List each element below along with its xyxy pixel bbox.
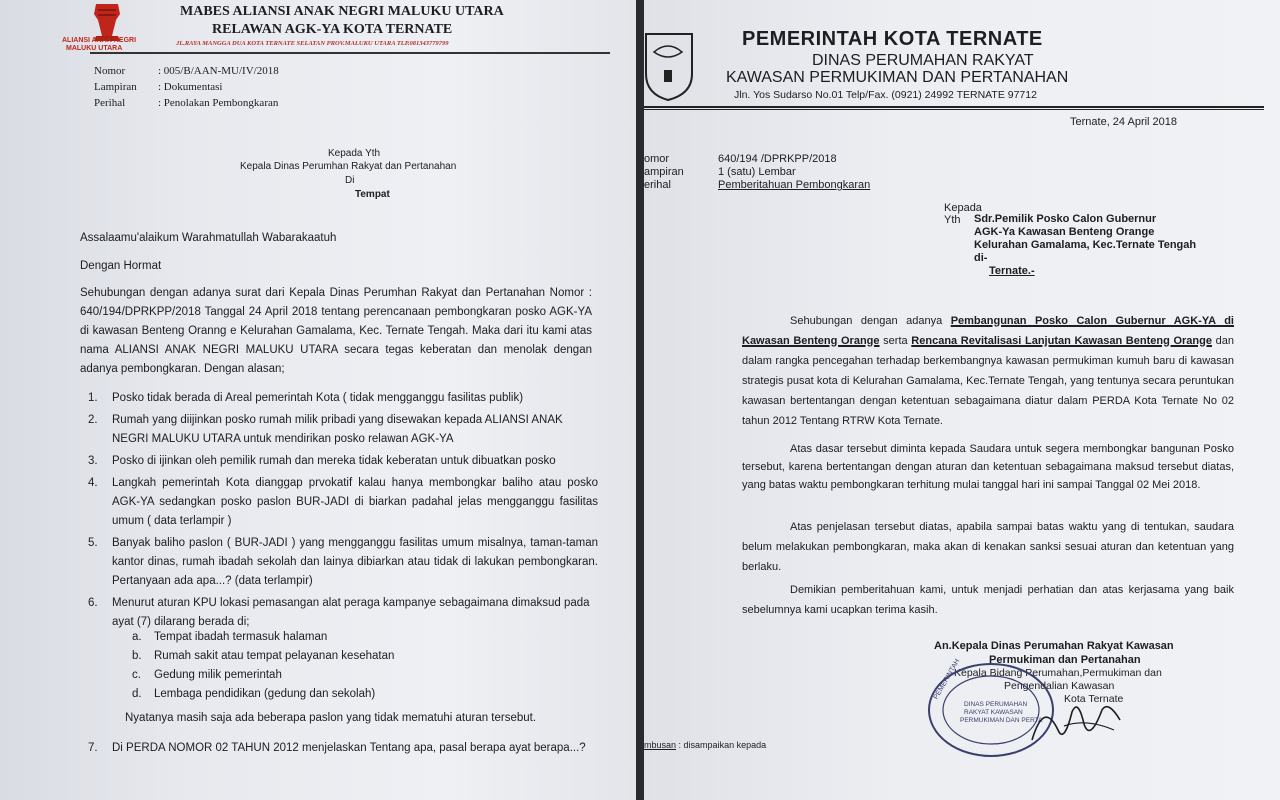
sub-list-item: b. Rumah sakit atau tempat pelayanan kesehatan [132,650,395,662]
recipient-di: Di [345,175,355,186]
dept-line1: DINAS PERUMAHAN RAKYAT [812,52,1034,69]
org-subname: RELAWAN AGK-YA KOTA TERNATE [212,22,453,37]
sub-list-item: a. Tempat ibadah termasuk halaman [132,631,328,643]
body-paragraph-1: Sehubungan dengan adanya Pembangunan Posko Calon Gubernur AGK-YA di Kawasan Benteng Orange serta Rencana Revitalisasi Lanjutan Kawasan Benteng Orange dan dalam rangka pencegahan terhadap berkembangnya kawasan permukiman kumuh baru di kawasan strategis pusat kota di Kelurahan Gamalama, Kec.Ternate Tengah, yang tentunya secara peruntukan kawasan bertentangan dengan ketentuan sebagaimana diatur dalam PERDA Kota Ternate No 02 tahun 2012 Tentang RTRW Kota Ternate. [742,315,1234,427]
right-header-divider [644,106,1264,108]
header-divider [90,52,610,54]
list-item: 4. Langkah pemerintah Kota dianggap prvokatif kalau hanya membongkar baliho atau posko AGK-YA sedangkan posko paslon BUR-JADI di biarkan padahal jelas mengganggu fasilitas umum ( data terlampir ) [88,477,598,527]
to-yth: Yth [944,214,961,226]
right-meta-block [644,153,870,192]
list-item: 5. Banyak baliho paslon ( BUR-JADI ) yang mengganggu fasilitas umum misalnya, taman-taman kantor dinas, rumah ibadah sekolah dan lainya dibiarkan atau tidak di lakukan pembongkaran. Pertanyaan ada apa...? (data terlampir) [88,537,598,587]
list-item-7: 7. Di PERDA NOMOR 02 TAHUN 2012 menjelaskan Tentang apa, pasal berapa ayat berapa...? [88,742,586,754]
to-line3: Kelurahan Gamalama, Kec.Ternate Tengah [974,239,1197,251]
meta-row: Nomor : 005/B/AAN-MU/IV/2018 [94,65,279,77]
to-line5: Ternate.- [989,265,1035,277]
sign-line5: Kota Ternate [1064,693,1124,705]
meta-block [94,63,279,111]
sign-line2: Permukiman dan Pertanahan [989,654,1141,666]
meta-row: omor 640/194 /DPRKPP/2018 [644,153,837,165]
fist-logo-icon [82,0,132,42]
list-item: 1. Posko tidak berada di Areal pemerintah Kota ( tidak mengganggu fasilitas publik) [88,392,524,404]
logo-text-line1: ALIANSI ANAK NEGRI [62,37,137,44]
gov-title: PEMERINTAH KOTA TERNATE [742,28,1043,50]
meta-row: Lampiran : Dokumentasi [94,81,223,93]
right-header-divider2 [644,109,1264,110]
intro-paragraph: Sehubungan dengan adanya surat dari Kepala Dinas Perumhan Rakyat dan Pertanahan Nomor : 640/194/DPRKPP/2018 Tanggal 24 April 2018 tentang perencanaan pembongkaran posko AGK-YA di kawasan Benteng Oranng e Kelurahan Gamalama, Kec. Ternate Tengah. Maka dari itu kami atas nama ALIANSI ANAK NEGRI MALUKU UTARA secara tegas keberatan dan menolak dengan adanya pembongkaran. Dengan alasan; [80,287,592,375]
sub-list-item: d. Lembaga pendidikan (gedung dan sekolah) [132,688,376,700]
left-letter-page [0,0,636,800]
stamp-ring-text: PEMERINTAH [932,658,962,701]
body-paragraph-2: Atas dasar tersebut diminta kepada Saudara untuk segera membongkar bangunan Posko tersebut, karena bertentangan dengan aturan dan ketentuan sebagaimana maksud tersebut diatas, yang batas waktu pembongkaran terhitung mulai tanggal hari ini sampai Tanggal 02 Mei 2018. [742,443,1234,491]
dept-line2: KAWASAN PERMUKIMAN DAN PERTANAHAN [726,69,1069,86]
recipient-kepada: Kepada Yth [328,148,381,159]
sign-line4: Pengendalian Kawasan [1004,680,1115,692]
stamp-line3: PERMUKIMAN DAN PERTA [960,717,1043,724]
list-item: 3. Posko di ijinkan oleh pemilik rumah dan mereka tidak keberatan untuk dibuatkan posko [88,455,556,467]
sub-list-item: c. Gedung milik pemerintah [132,669,282,681]
note-text: Nyatanya masih saja ada beberapa paslon yang tidak mematuhi aturan tersebut. [125,712,537,724]
right-address: Jln. Yos Sudarso No.01 Telp/Fax. (0921) 24992 TERNATE 97712 [734,89,1037,101]
meta-row: Perihal : Penolakan Pembongkaran [94,97,279,109]
stamp-line2: RAKYAT KAWASAN [964,709,1023,716]
to-line4: di- [974,252,988,264]
sign-line1: An.Kepala Dinas Perumahan Rakyat Kawasan [934,640,1174,652]
body-paragraph-3: Atas penjelasan tersebut diatas, apabila sampai batas waktu yang di tentukan, saudara belum melakukan pembongkaran, maka akan di kenakan sanksi sesuai aturan dan ketentuan yang berlaku. [742,521,1234,573]
right-letter-page [644,0,1280,800]
to-kepada: Kepada [944,202,982,214]
sub-list [132,628,572,704]
recipient-name: Kepala Dinas Perumhan Rakyat dan Pertanahan [240,161,457,172]
signature-icon [1024,690,1134,754]
meta-row: erihal Pemberitahuan Pembongkaran [644,179,871,191]
logo-text-line2: MALUKU UTARA [66,45,123,52]
meta-row: ampiran 1 (satu) Lembar [644,166,796,178]
org-name: MABES ALIANSI ANAK NEGRI MALUKU UTARA [180,4,504,19]
salutation: Assalaamu'alaikum Warahmatullah Wabarakaatuh [80,232,337,244]
letter-date: Ternate, 24 April 2018 [1070,116,1178,128]
list-item: 2. Rumah yang diijinkan posko rumah milik pribadi yang disewakan kepada ALIANSI ANAK NEGRI MALUKU UTARA untuk mendirikan posko relawan AGK-YA [88,414,563,445]
recipient-place: Tempat [355,189,390,200]
list-item: 6. Menurut aturan KPU lokasi pemasangan alat peraga kampanye sebagaimana dimaksud pada ayat (7) dilarang berada di; [88,597,590,628]
greeting: Dengan Hormat [80,260,162,272]
to-line2: AGK-Ya Kawasan Benteng Orange [974,226,1155,238]
city-emblem-icon [644,30,696,102]
tembusan-label: mbusan : disampaikan kepada [644,740,767,750]
reasons-list [88,389,598,632]
sign-line3: Kepala Bidang Perumahan,Permukiman dan [954,667,1162,679]
to-line1: Sdr.Pemilik Posko Calon Gubernur [974,213,1157,225]
stamp-line1: DINAS PERUMAHAN [964,701,1028,708]
body-paragraph-4: Demikian pemberitahuan kami, untuk menjadi perhatian dan atas kerjasama yang baik sebelumnya kami ucapkan terima kasih. [742,584,1234,616]
org-address: JL.RAYA MANGGA DUA KOTA TERNATE SELATAN PROV.MALUKU UTARA TLP.081343779799 [176,40,449,47]
